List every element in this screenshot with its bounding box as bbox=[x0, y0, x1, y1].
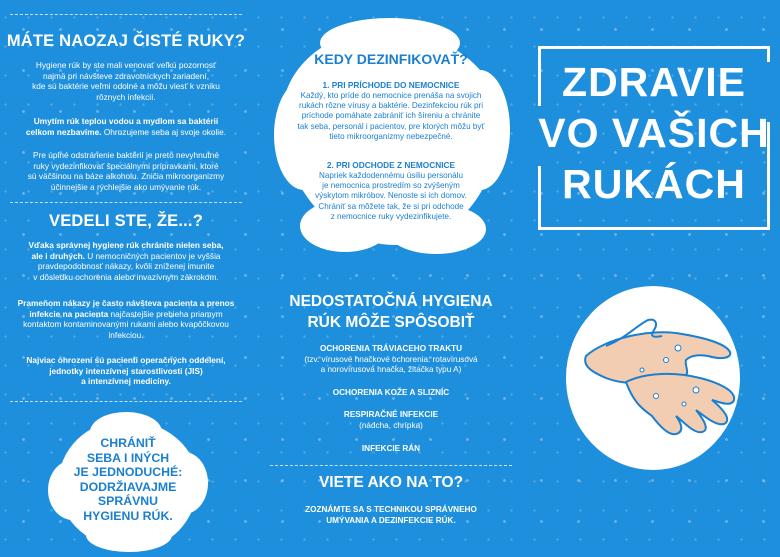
consequence-title: OCHORENIA TRÁVIACEHO TRAKTU bbox=[319, 344, 463, 353]
divider bbox=[270, 465, 512, 466]
intro-line: Hygiene rúk by ste mali venovať veľkú pozornosť bbox=[35, 60, 217, 70]
how-line: UMÝVANIA A DEZINFEKCIE RÚK. bbox=[326, 515, 456, 525]
soap-bold-line: Umytím rúk teplou vodou a mydlom sa baktérií bbox=[33, 116, 219, 126]
how-text bbox=[260, 505, 522, 527]
did-you-know-title: VEDELI STE, ŽE...? bbox=[49, 212, 203, 230]
right-panel bbox=[528, 0, 780, 557]
soap-text bbox=[14, 116, 238, 137]
fact-text: pravdepodobnosť nákazy, kvôli zníženej imunite bbox=[37, 261, 215, 272]
soap-rest: Ohrozujeme seba aj svoje okolie. bbox=[101, 126, 227, 137]
item-text: výskytom mikróbov. Nenoste si ich domov. bbox=[315, 191, 467, 201]
fact-bold: Prameňom nákazy je často návšteva pacienta a prenos bbox=[17, 298, 235, 308]
divider bbox=[10, 401, 242, 402]
soap-bold-line: celkom nezbavíme. bbox=[25, 126, 102, 137]
slogan-line: SEBA I INÝCH bbox=[86, 450, 170, 465]
slogan-line: JE JEDNODUCHÉ: bbox=[73, 465, 183, 480]
left-panel bbox=[0, 0, 252, 557]
item-title: 1. PRI PRÍCHODE DO NEMOCNICE bbox=[322, 80, 460, 90]
when-title: KEDY DEZINFIKOVAŤ? bbox=[314, 51, 468, 67]
intro-text bbox=[14, 60, 238, 102]
slogan-line: HYGIENU RÚK. bbox=[83, 508, 173, 523]
fact-bold: a intenzívnej medicíny. bbox=[81, 376, 171, 387]
consequence-text: (nádcha, chrípka) bbox=[359, 420, 423, 430]
fact-bold: jednotky intenzívnej starostlivosti (JIS) bbox=[49, 365, 203, 376]
removal-line: Pre úplné odstránenie baktérií je preto nevyhnutné bbox=[33, 150, 219, 160]
cover-title-line: RUKÁCH bbox=[562, 161, 746, 207]
removal-line: sú väčšinou na báze alkoholu. Zničia mikroorganizmy bbox=[27, 171, 225, 182]
poor-hygiene-title bbox=[260, 291, 522, 333]
item-arrival bbox=[276, 80, 506, 142]
item-text: príchode pomáhate zabrániť ich šíreniu a chránite bbox=[301, 111, 481, 121]
fact-text: v dôsledku ochorenia alebo invazívnym zákrokom. bbox=[33, 271, 219, 282]
consequence-text: a norovírusová hnačka, žltačka typu A) bbox=[320, 365, 462, 375]
middle-panel bbox=[260, 0, 522, 557]
how-title: VIETE AKO NA TO? bbox=[318, 474, 464, 491]
protect-slogan bbox=[52, 436, 204, 524]
item-title: 2. PRI ODCHODE Z NEMOCNICE bbox=[326, 160, 456, 170]
cover-title-line: VO VAŠICH bbox=[538, 110, 770, 156]
fact-text: najčastejšie prebieha priamym bbox=[108, 308, 223, 319]
fact-bold: infekcie na pacienta bbox=[29, 308, 109, 319]
removal-text bbox=[14, 150, 238, 192]
fact-text: infekciou. bbox=[108, 329, 144, 340]
title-line: NEDOSTATOČNÁ HYGIENA bbox=[289, 293, 493, 310]
fact-text: kontaktom kontaminovanými rukami alebo kvapôčkovou bbox=[23, 319, 229, 330]
washing-hands-icon bbox=[566, 286, 740, 470]
item-text: je nemocnica prostredím so zvýšeným bbox=[322, 181, 460, 191]
intro-line: kde sú baktérie veľmi odolné a môžu viesť k vzniku bbox=[32, 81, 220, 92]
consequences-list bbox=[260, 344, 522, 454]
fact-text: U nemocničných pacientov je vyššia bbox=[84, 250, 221, 261]
item-text: Každý, kto príde do nemocnice prenáša na svojich bbox=[300, 91, 482, 100]
fact-1 bbox=[14, 240, 238, 282]
item-departure bbox=[276, 160, 506, 222]
clean-hands-title: MÁTE NAOZAJ ČISTÉ RUKY? bbox=[6, 32, 246, 50]
item-text: tak seba, personál i pacientov, pre ktorých môžu byť bbox=[297, 121, 485, 131]
item-text: tieto mikroorganizmy nebezpečné. bbox=[329, 131, 453, 141]
cover-title-line: ZDRAVIE bbox=[562, 59, 746, 105]
consequence-title: INFEKCIE RÁN bbox=[361, 443, 421, 453]
title-line: RÚK MÔŽE SPÔSOBIŤ bbox=[307, 314, 475, 331]
consequence-title: RESPIRAČNÉ INFEKCIE bbox=[343, 410, 439, 420]
intro-line: najmä pri návšteve zdravotníckych zariadení, bbox=[42, 70, 210, 81]
fact-2 bbox=[14, 298, 238, 340]
slogan-line: SPRÁVNU bbox=[97, 494, 159, 509]
intro-line: rôznych infekcií. bbox=[96, 91, 156, 102]
how-line: ZOZNÁMTE SA S TECHNIKOU SPRÁVNEHO bbox=[305, 505, 477, 514]
item-text: rukách rôzne vírusy a baktérie. Dezinfekciou rúk pri bbox=[299, 101, 483, 111]
fact-bold: Najviac ohrození sú pacienti operačných oddelení, bbox=[26, 355, 226, 365]
slogan-line: DODRŽIAVAJME bbox=[79, 479, 177, 494]
fact-bold: ale i druhých. bbox=[31, 250, 85, 261]
item-text: Chrániť sa môžete tak, že si pri odchode bbox=[318, 201, 464, 211]
item-text: Napriek každodennému úsiliu personálu bbox=[319, 171, 463, 180]
slogan-line: CHRÁNIŤ bbox=[100, 436, 156, 450]
item-text: z nemocnice ruky vydezinfikujete. bbox=[330, 211, 452, 221]
consequence-title: OCHORENIA KOŽE A SLIZNÍC bbox=[332, 387, 450, 397]
divider bbox=[10, 14, 242, 15]
fact-3 bbox=[14, 355, 238, 387]
fact-bold: Vďaka správnej hygiene rúk chránite nielen seba, bbox=[28, 240, 224, 250]
removal-line: účinnejšie a rýchlejšie ako umývanie rúk. bbox=[50, 181, 202, 192]
cover-title bbox=[528, 57, 780, 210]
divider bbox=[10, 202, 242, 203]
consequence-text: (tzv. vírusové hnačkové ochorenia: rotavírusová bbox=[304, 354, 478, 364]
removal-line: ruky vydezinfikovať špeciálnymi prípravkami, ktoré bbox=[33, 160, 219, 171]
